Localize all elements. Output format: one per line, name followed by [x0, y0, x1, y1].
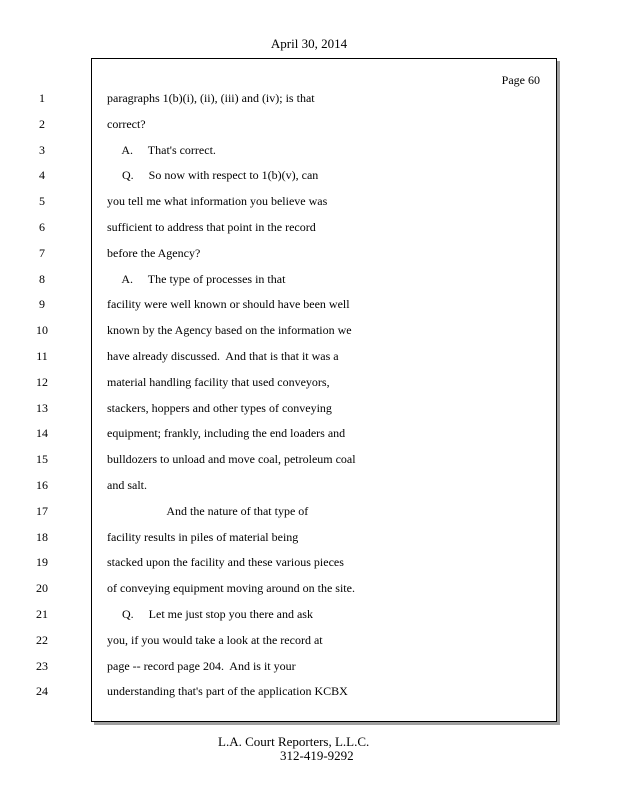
transcript-line: sufficient to address that point in the record — [107, 220, 316, 234]
transcript-line: Q. So now with respect to 1(b)(v), can — [107, 168, 319, 182]
transcript-line: have already discussed. And that is that it was a — [107, 349, 339, 363]
transcript-line: facility results in piles of material being — [107, 530, 299, 544]
transcript-line: you, if you would take a look at the record at — [107, 633, 323, 647]
line-number: 3 — [39, 143, 45, 157]
transcript-line: you tell me what information you believe was — [107, 194, 328, 208]
line-number: 5 — [39, 194, 45, 208]
line-number: 19 — [36, 555, 48, 569]
transcript-line: stacked upon the facility and these various pieces — [107, 555, 344, 569]
line-number: 6 — [39, 220, 45, 234]
line-number: 18 — [36, 530, 48, 544]
transcript-line: bulldozers to unload and move coal, petroleum coal — [107, 452, 356, 466]
line-number: 21 — [36, 607, 48, 621]
transcript-line: page -- record page 204. And is it your — [107, 659, 296, 673]
line-number: 13 — [36, 401, 48, 415]
line-number: 11 — [36, 349, 48, 363]
line-number: 10 — [36, 323, 48, 337]
transcript-line: Q. Let me just stop you there and ask — [107, 607, 313, 621]
line-number: 7 — [39, 246, 45, 260]
line-number: 24 — [36, 684, 48, 698]
transcript-line: paragraphs 1(b)(i), (ii), (iii) and (iv); is that — [107, 91, 315, 105]
transcript-line: And the nature of that type of — [107, 504, 309, 518]
line-number: 23 — [36, 659, 48, 673]
line-number: 14 — [36, 426, 48, 440]
line-number: 12 — [36, 375, 48, 389]
transcript-line: material handling facility that used conveyors, — [107, 375, 330, 389]
line-number: 4 — [39, 168, 45, 182]
transcript-line: facility were well known or should have been well — [107, 297, 350, 311]
transcript-line: and salt. — [107, 478, 147, 492]
line-number: 9 — [39, 297, 45, 311]
header-date: April 30, 2014 — [270, 36, 348, 51]
footer-phone: 312-419-9292 — [280, 748, 354, 763]
transcript-line: understanding that's part of the application KCBX — [107, 684, 348, 698]
line-number: 16 — [36, 478, 48, 492]
line-number: 1 — [39, 91, 45, 105]
line-number: 22 — [36, 633, 48, 647]
line-number: 2 — [39, 117, 45, 131]
transcript-line: correct? — [107, 117, 146, 131]
line-number: 15 — [36, 452, 48, 466]
transcript-line: before the Agency? — [107, 246, 201, 260]
transcript-line: stackers, hoppers and other types of conveying — [107, 401, 332, 415]
line-number: 8 — [39, 272, 45, 286]
transcript-line: A. That's correct. — [107, 143, 216, 157]
transcript-line: known by the Agency based on the information we — [107, 323, 352, 337]
transcript-line: of conveying equipment moving around on the site. — [107, 581, 355, 595]
page-number: Page 60 — [501, 73, 540, 87]
line-number: 20 — [36, 581, 48, 595]
footer-company: L.A. Court Reporters, L.L.C. — [218, 734, 370, 749]
line-number: 17 — [36, 504, 48, 518]
transcript-line: equipment; frankly, including the end loaders and — [107, 426, 346, 440]
transcript-line: A. The type of processes in that — [107, 272, 286, 286]
